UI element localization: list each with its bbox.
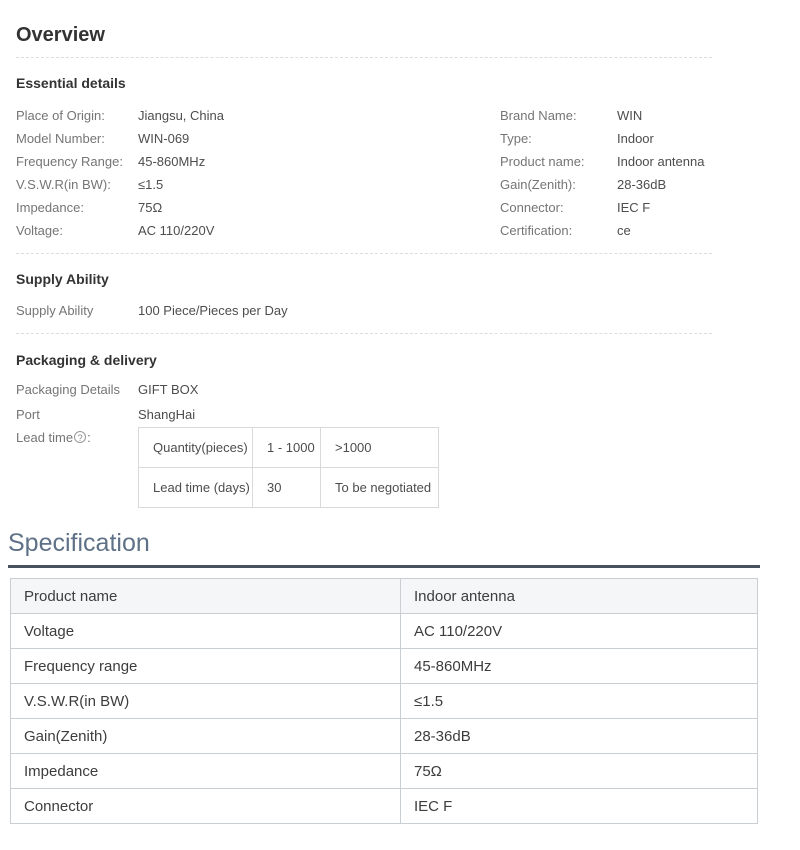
supply-ability-value: 100 Piece/Pieces per Day <box>138 303 288 318</box>
detail-value: ≤1.5 <box>138 177 164 192</box>
detail-label: Model Number: <box>16 131 105 146</box>
detail-label: Connector: <box>500 200 564 215</box>
detail-value: WIN <box>617 108 643 123</box>
detail-label: Product name: <box>500 154 585 169</box>
spec-table-row <box>11 719 758 754</box>
essential-details-left-column <box>16 104 500 242</box>
spec-table-row <box>11 649 758 684</box>
packaging-delivery-title: Packaging & delivery <box>16 352 157 368</box>
lead-table-row <box>139 428 439 468</box>
spec-cell-value: 28-36dB <box>401 719 758 754</box>
detail-row <box>16 150 500 173</box>
detail-value: 28-36dB <box>617 177 667 192</box>
detail-value: IEC F <box>617 200 651 215</box>
spec-cell-label: Frequency range <box>11 649 401 684</box>
detail-label: Certification: <box>500 223 573 238</box>
supply-ability-row <box>16 299 712 322</box>
packaging-details-value: GIFT BOX <box>138 382 199 397</box>
lead-time-colon: : <box>87 430 91 445</box>
specification-underline <box>8 565 760 568</box>
overview-title: Overview <box>16 24 105 46</box>
supply-ability-title: Supply Ability <box>16 271 109 287</box>
spec-cell-label: V.S.W.R(in BW) <box>11 684 401 719</box>
lead-table-cell: 1 - 1000 <box>253 428 321 468</box>
lead-table-cell: 30 <box>253 468 321 508</box>
spec-table-row <box>11 789 758 824</box>
lead-table-cell: >1000 <box>321 428 439 468</box>
detail-label: Impedance: <box>16 200 84 215</box>
detail-row <box>16 173 500 196</box>
spec-cell-value: IEC F <box>401 789 758 824</box>
detail-row <box>16 219 500 242</box>
spec-table-row <box>11 754 758 789</box>
detail-label: Place of Origin: <box>16 108 105 123</box>
spec-cell-label: Connector <box>11 789 401 824</box>
spec-header-row <box>11 579 758 614</box>
detail-value: Jiangsu, China <box>138 108 224 123</box>
detail-value: ce <box>617 223 631 238</box>
lead-table-cell: Lead time (days) <box>139 468 253 508</box>
specification-table <box>10 578 758 824</box>
lead-table-row <box>139 468 439 508</box>
spec-cell-value: ≤1.5 <box>401 684 758 719</box>
packaging-rows <box>16 377 712 508</box>
detail-value: 75Ω <box>138 200 163 215</box>
detail-label: Gain(Zenith): <box>500 177 576 192</box>
detail-row <box>500 104 712 127</box>
detail-value: Indoor <box>617 131 654 146</box>
detail-row <box>16 196 500 219</box>
overview-section <box>16 24 712 508</box>
spec-cell-label: Gain(Zenith) <box>11 719 401 754</box>
detail-row <box>500 127 712 150</box>
lead-time-label <box>16 427 138 445</box>
spec-cell-value: AC 110/220V <box>401 614 758 649</box>
spec-cell-label: Impedance <box>11 754 401 789</box>
detail-label: Brand Name: <box>500 108 577 123</box>
detail-row <box>500 173 712 196</box>
divider <box>16 333 712 334</box>
essential-details-title: Essential details <box>16 75 126 91</box>
detail-value: WIN-069 <box>138 131 190 146</box>
lead-time-row <box>16 427 712 508</box>
essential-details <box>16 104 712 242</box>
detail-row <box>16 104 500 127</box>
spec-table-row <box>11 614 758 649</box>
packaging-details-row <box>16 377 712 402</box>
spec-table-row <box>11 684 758 719</box>
divider <box>16 57 712 58</box>
supply-ability-label: Supply Ability <box>16 303 94 318</box>
help-icon[interactable]: ? <box>74 431 86 443</box>
detail-label: Type: <box>500 131 532 146</box>
divider <box>16 253 712 254</box>
lead-time-table <box>138 427 439 508</box>
detail-value: 45-860MHz <box>138 154 206 169</box>
detail-value: AC 110/220V <box>138 223 215 238</box>
specification-title: Specification <box>8 529 150 557</box>
port-row <box>16 402 712 427</box>
lead-table-cell: Quantity(pieces) <box>139 428 253 468</box>
detail-value: Indoor antenna <box>617 154 705 169</box>
detail-row <box>16 127 500 150</box>
lead-time-label-text: Lead time <box>16 430 74 445</box>
essential-details-right-column <box>500 104 712 242</box>
port-label: Port <box>16 407 40 422</box>
detail-row <box>500 150 712 173</box>
spec-cell-value: 75Ω <box>401 754 758 789</box>
specification-section <box>8 530 760 824</box>
spec-header-value: Indoor antenna <box>401 579 758 614</box>
spec-header-name: Product name <box>11 579 401 614</box>
port-value: ShangHai <box>138 407 196 422</box>
detail-row <box>500 219 712 242</box>
packaging-details-label: Packaging Details <box>16 382 121 397</box>
detail-row <box>500 196 712 219</box>
detail-label: Frequency Range: <box>16 154 123 169</box>
detail-label: V.S.W.R(in BW): <box>16 177 111 192</box>
detail-label: Voltage: <box>16 223 63 238</box>
lead-table-cell: To be negotiated <box>321 468 439 508</box>
spec-cell-value: 45-860MHz <box>401 649 758 684</box>
spec-cell-label: Voltage <box>11 614 401 649</box>
